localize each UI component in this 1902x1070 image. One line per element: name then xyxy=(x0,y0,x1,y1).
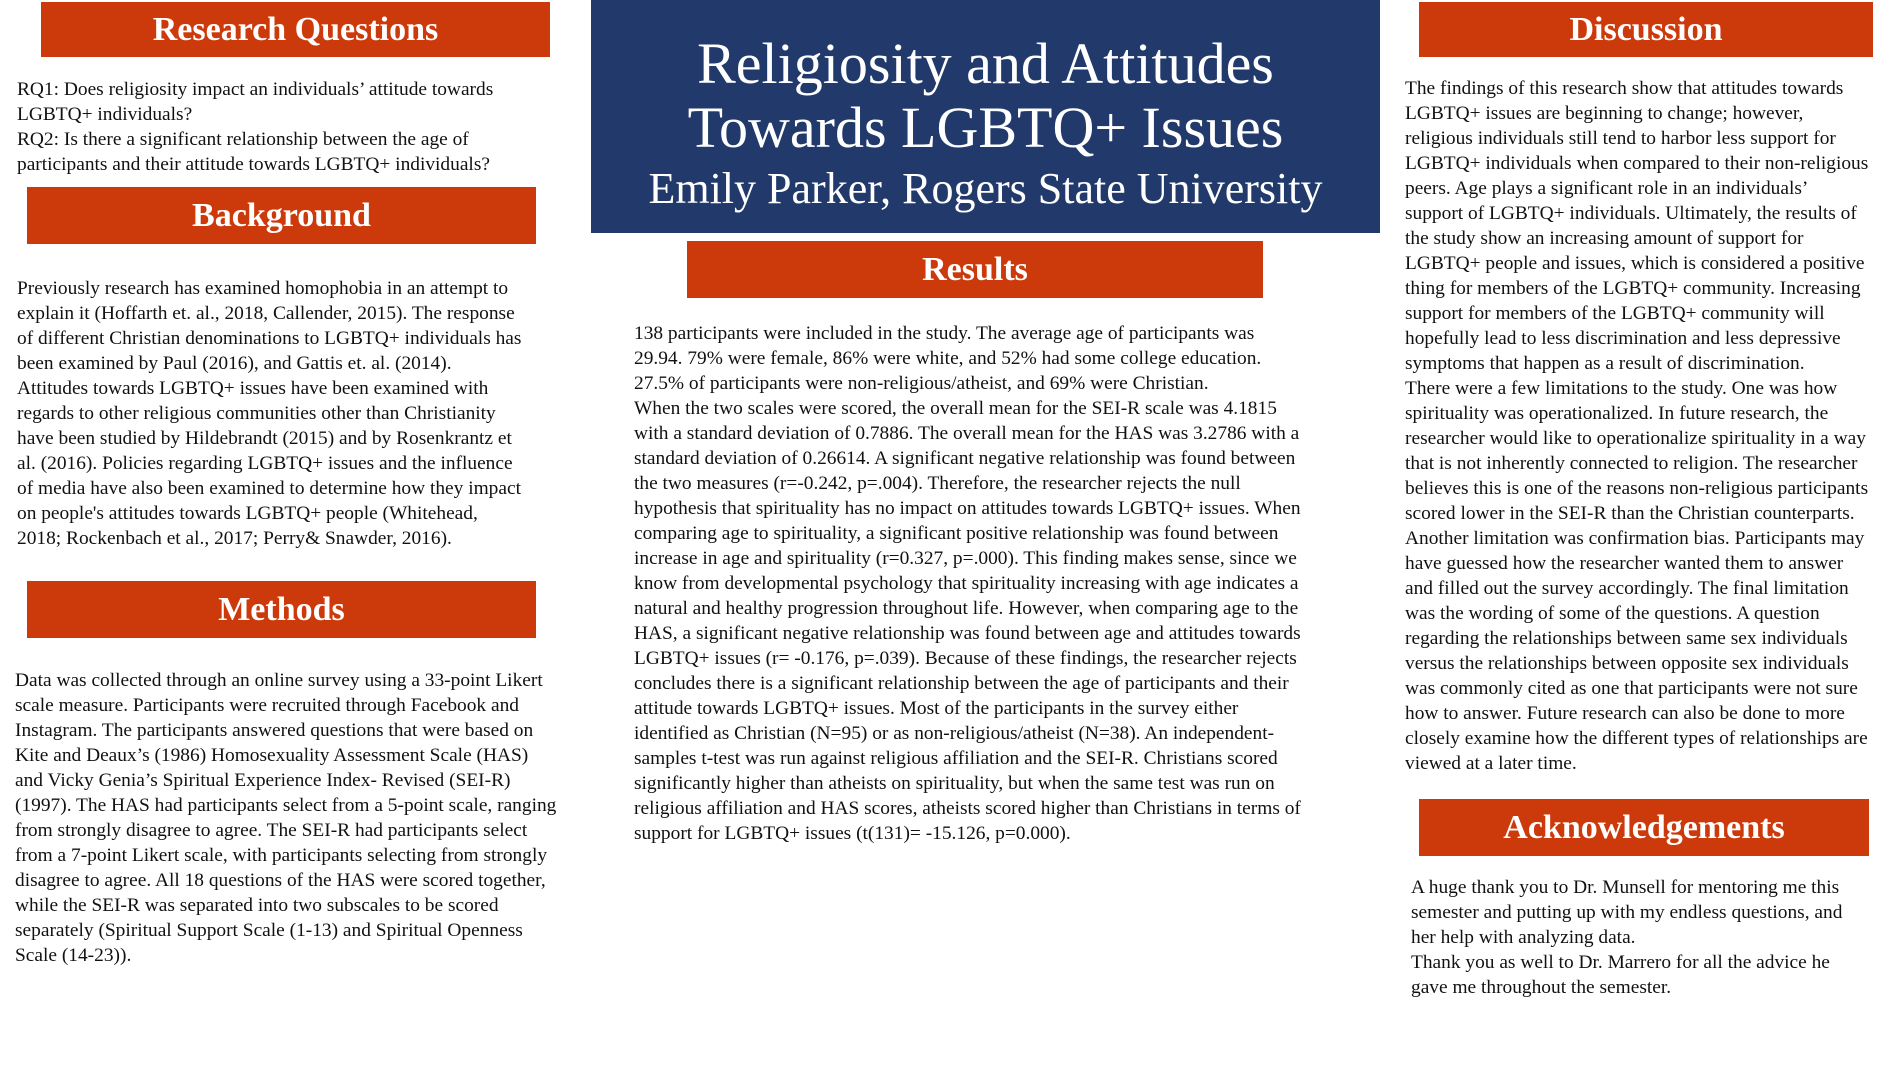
text-line: increase in age and spirituality (r=0.327, p=.000). This finding makes sense, since we xyxy=(634,548,1297,569)
results-text xyxy=(634,321,1301,846)
text-line: regards to other religious communities other than Christianity xyxy=(17,403,496,424)
text-line: from strongly disagree to agree. The SEI-R had participants select xyxy=(15,820,528,841)
poster-title-banner xyxy=(591,0,1380,233)
text-line: thing for members of the LGBTQ+ community. Increasing xyxy=(1405,278,1861,299)
background-text xyxy=(17,276,521,551)
research-questions-text xyxy=(17,77,493,177)
text-line: Scale (14-23)). xyxy=(15,945,132,966)
text-line: symptoms that happen as a result of discrimination. xyxy=(1405,353,1805,374)
text-line: Data was collected through an online survey using a 33-point Likert xyxy=(15,670,543,691)
text-line: religious affiliation and HAS scores, atheists scored higher than Christians in terms of xyxy=(634,798,1301,819)
text-line: that is not inherently connected to religion. The researcher xyxy=(1405,453,1858,474)
text-line: 27.5% of participants were non-religious/atheist, and 69% were Christian. xyxy=(634,373,1209,394)
text-line: hypothesis that spirituality has no impact on attitudes towards LGBTQ+ issues. When xyxy=(634,498,1301,519)
text-line: scale measure. Participants were recruited through Facebook and xyxy=(15,695,519,716)
research-questions-heading: Research Questions xyxy=(41,2,550,57)
acknowledgements-heading: Acknowledgements xyxy=(1419,799,1869,856)
text-line: LGBTQ+ individuals? xyxy=(17,104,193,125)
text-line: viewed at a later time. xyxy=(1405,753,1577,774)
text-line: been examined by Paul (2016), and Gattis et. al. (2014). xyxy=(17,353,452,374)
text-line: have been studied by Hildebrandt (2015) and by Rosenkrantz et xyxy=(17,428,512,449)
text-line: Thank you as well to Dr. Marrero for all the advice he xyxy=(1411,952,1830,973)
text-line: support for LGBTQ+ issues (t(131)= -15.126, p=0.000). xyxy=(634,823,1071,844)
text-line: was the wording of some of the questions. A question xyxy=(1405,603,1820,624)
text-line: of different Christian denominations to LGBTQ+ individuals has xyxy=(17,328,522,349)
text-line: Attitudes towards LGBTQ+ issues have been examined with xyxy=(17,378,489,399)
text-line: natural and healthy progression throughout life. However, when comparing age to the xyxy=(634,598,1299,619)
text-line: while the SEI-R was separated into two subscales to be scored xyxy=(15,895,499,916)
text-line: from a 7-point Likert scale, with participants selecting from strongly xyxy=(15,845,548,866)
poster-title-line-2: Towards LGBTQ+ Issues xyxy=(687,95,1284,160)
text-line: Kite and Deaux’s (1986) Homosexuality Assessment Scale (HAS) xyxy=(15,745,529,766)
text-line: LGBTQ+ issues (r= -0.176, p=.039). Because of these findings, the researcher rejects xyxy=(634,648,1297,669)
text-line: closely examine how the different types of relationships are xyxy=(1405,728,1868,749)
text-line: regarding the relationships between same sex individuals xyxy=(1405,628,1848,649)
text-line: LGBTQ+ issues are beginning to change; however, xyxy=(1405,103,1804,124)
text-line: al. (2016). Policies regarding LGBTQ+ issues and the influence xyxy=(17,453,513,474)
text-line: separately (Spiritual Support Scale (1-13) and Spiritual Openness xyxy=(15,920,523,941)
text-line: attitude towards LGBTQ+ issues. Most of the participants in the survey either xyxy=(634,698,1239,719)
text-line: LGBTQ+ people and issues, which is considered a positive xyxy=(1405,253,1865,274)
text-line: her help with analyzing data. xyxy=(1411,927,1636,948)
text-line: peers. Age plays a significant role in an individuals’ xyxy=(1405,178,1809,199)
text-line: researcher would like to operationalize spirituality in a way xyxy=(1405,428,1866,449)
text-line: RQ2: Is there a significant relationship between the age of xyxy=(17,129,469,150)
text-line: Another limitation was confirmation bias. Participants may xyxy=(1405,528,1865,549)
text-line: support for members of the LGBTQ+ community will xyxy=(1405,303,1825,324)
text-line: samples t-test was run against religious affiliation and the SEI-R. Christians scored xyxy=(634,748,1278,769)
text-line: There were a few limitations to the study. One was how xyxy=(1405,378,1838,399)
text-line: LGBTQ+ individuals when compared to their non-religious xyxy=(1405,153,1869,174)
text-line: of media have also been examined to determine how they impact xyxy=(17,478,521,499)
text-line: disagree to agree. All 18 questions of the HAS were scored together, xyxy=(15,870,546,891)
text-line: on people's attitudes towards LGBTQ+ people (Whitehead, xyxy=(17,503,478,524)
text-line: comparing age to spirituality, a significant positive relationship was found between xyxy=(634,523,1279,544)
text-line: A huge thank you to Dr. Munsell for mentoring me this xyxy=(1411,877,1840,898)
results-heading: Results xyxy=(687,241,1263,298)
text-line: The findings of this research show that attitudes towards xyxy=(1405,78,1844,99)
text-line: versus the relationships between opposite sex individuals xyxy=(1405,653,1849,674)
text-line: (1997). The HAS had participants select from a 5-point scale, ranging xyxy=(15,795,557,816)
text-line: explain it (Hoffarth et. al., 2018, Callender, 2015). The response xyxy=(17,303,515,324)
text-line: HAS, a significant negative relationship was found between age and attitudes towards xyxy=(634,623,1301,644)
text-line: religious individuals still tend to harbor less support for xyxy=(1405,128,1836,149)
text-line: spirituality was operationalized. In future research, the xyxy=(1405,403,1829,424)
poster-title-line-1: Religiosity and Attitudes xyxy=(697,31,1274,96)
text-line: the study show an increasing amount of support for xyxy=(1405,228,1804,249)
text-line: and filled out the survey accordingly. The final limitation xyxy=(1405,578,1849,599)
text-line: with a standard deviation of 0.7886. The overall mean for the HAS was 3.2786 with a xyxy=(634,423,1300,444)
acknowledgements-text xyxy=(1411,875,1842,1000)
poster-author: Emily Parker, Rogers State University xyxy=(648,164,1323,213)
text-line: 29.94. 79% were female, 86% were white, and 52% had some college education. xyxy=(634,348,1262,369)
text-line: 138 participants were included in the study. The average age of participants was xyxy=(634,323,1255,344)
text-line: standard deviation of 0.26614. A significant negative relationship was found between xyxy=(634,448,1296,469)
text-line: the two measures (r=-0.242, p=.004). Therefore, the researcher rejects the null xyxy=(634,473,1241,494)
text-line: support of LGBTQ+ individuals. Ultimately, the results of xyxy=(1405,203,1857,224)
text-line: identified as Christian (N=95) or as non-religious/atheist (N=38). An independent- xyxy=(634,723,1275,744)
text-line: significantly higher than atheists on spirituality, but when the same test was run on xyxy=(634,773,1275,794)
text-line: 2018; Rockenbach et al., 2017; Perry& Snawder, 2016). xyxy=(17,528,452,549)
discussion-text xyxy=(1405,76,1868,776)
methods-text xyxy=(15,668,556,968)
text-line: hopefully lead to less discrimination and less depressive xyxy=(1405,328,1841,349)
text-line: When the two scales were scored, the overall mean for the SEI-R scale was 4.1815 xyxy=(634,398,1277,419)
text-line: believes this is one of the reasons non-religious participants xyxy=(1405,478,1869,499)
text-line: participants and their attitude towards LGBTQ+ individuals? xyxy=(17,154,490,175)
discussion-heading: Discussion xyxy=(1419,2,1873,57)
background-heading: Background xyxy=(27,187,536,244)
text-line: gave me throughout the semester. xyxy=(1411,977,1672,998)
text-line: have guessed how the researcher wanted them to answer xyxy=(1405,553,1844,574)
text-line: semester and putting up with my endless questions, and xyxy=(1411,902,1843,923)
text-line: concludes there is a significant relationship between the age of participants and their xyxy=(634,673,1289,694)
methods-heading: Methods xyxy=(27,581,536,638)
text-line: RQ1: Does religiosity impact an individuals’ attitude towards xyxy=(17,79,494,100)
text-line: Previously research has examined homophobia in an attempt to xyxy=(17,278,509,299)
text-line: scored lower in the SEI-R than the Christian counterparts. xyxy=(1405,503,1855,524)
text-line: was commonly cited as one that participants were not sure xyxy=(1405,678,1858,699)
text-line: know from developmental psychology that spirituality increasing with age indicates a xyxy=(634,573,1299,594)
text-line: how to answer. Future research can also be done to more xyxy=(1405,703,1845,724)
text-line: and Vicky Genia’s Spiritual Experience Index- Revised (SEI-R) xyxy=(15,770,511,791)
text-line: Instagram. The participants answered questions that were based on xyxy=(15,720,534,741)
